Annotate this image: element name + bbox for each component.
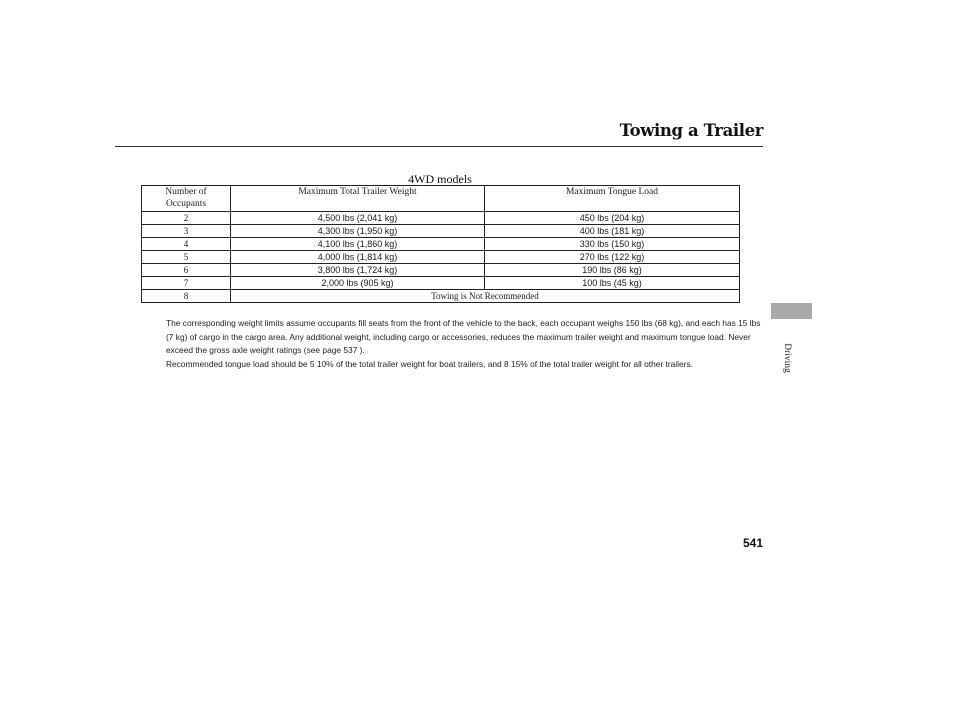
table-row: [142, 251, 740, 264]
table-row: [142, 290, 740, 303]
header-number-of-occupants: [142, 186, 231, 212]
tongue-load-cell: 190 lbs (86 kg): [485, 264, 740, 277]
note-paragraph-tongue-load: Recommended tongue load should be 5 10% of the total trailer weight for boat trailers, and 8 15% of the total trailer weight for all other trailers.: [166, 358, 693, 369]
page-title: Towing a Trailer: [619, 121, 763, 140]
table-header-row: [142, 186, 740, 212]
occupants-cell: 3: [142, 225, 231, 238]
trailer-weight-cell: 3,800 lbs (1,724 kg): [231, 264, 485, 277]
occupants-cell: 7: [142, 277, 231, 290]
section-tab: [771, 303, 812, 319]
towing-limits-table: [141, 185, 740, 303]
table-row: [142, 212, 740, 225]
tongue-load-cell: 100 lbs (45 kg): [485, 277, 740, 290]
table-row: [142, 277, 740, 290]
trailer-weight-cell: 4,500 lbs (2,041 kg): [231, 212, 485, 225]
page-number: 541: [742, 536, 763, 550]
trailer-weight-cell: 4,300 lbs (1,950 kg): [231, 225, 485, 238]
table-row: [142, 238, 740, 251]
trailer-weight-cell: 4,100 lbs (1,860 kg): [231, 238, 485, 251]
header-max-tongue-load: Maximum Tongue Load: [485, 186, 740, 212]
trailer-weight-cell: 2,000 lbs (905 kg): [231, 277, 485, 290]
occupants-cell: 8: [142, 290, 231, 303]
occupants-cell: 6: [142, 264, 231, 277]
tongue-load-cell: 270 lbs (122 kg): [485, 251, 740, 264]
tongue-load-cell: 330 lbs (150 kg): [485, 238, 740, 251]
header-max-trailer-weight: Maximum Total Trailer Weight: [231, 186, 485, 212]
tongue-load-cell: 400 lbs (181 kg): [485, 225, 740, 238]
title-divider: [115, 146, 763, 147]
occupants-cell: 4: [142, 238, 231, 251]
trailer-weight-cell: 4,000 lbs (1,814 kg): [231, 251, 485, 264]
table-row: [142, 264, 740, 277]
table-caption: 4WD models: [408, 172, 472, 186]
not-recommended-cell: Towing is Not Recommended: [231, 290, 740, 303]
occupants-cell: 2: [142, 212, 231, 225]
header-occupants-line1: Number of: [165, 187, 207, 197]
note-paragraph-occupants: The corresponding weight limits assume occupants fill seats from the front of the vehicle to the back, each occupant weighs 150 lbs (68 kg), and each has 15 lbs (7 kg) of cargo in the cargo area. Any additional weight, including cargo or accessories, reduces the maximum trailer weight and maximum tongue load. Never exceed the gross axle weight ratings (see page 537 ).: [166, 318, 761, 356]
weight-notes: [166, 317, 766, 371]
tongue-load-cell: 450 lbs (204 kg): [485, 212, 740, 225]
header-occupants-line2: Occupants: [165, 199, 207, 209]
table-row: [142, 225, 740, 238]
occupants-cell: 5: [142, 251, 231, 264]
section-label: Driving: [782, 343, 792, 373]
